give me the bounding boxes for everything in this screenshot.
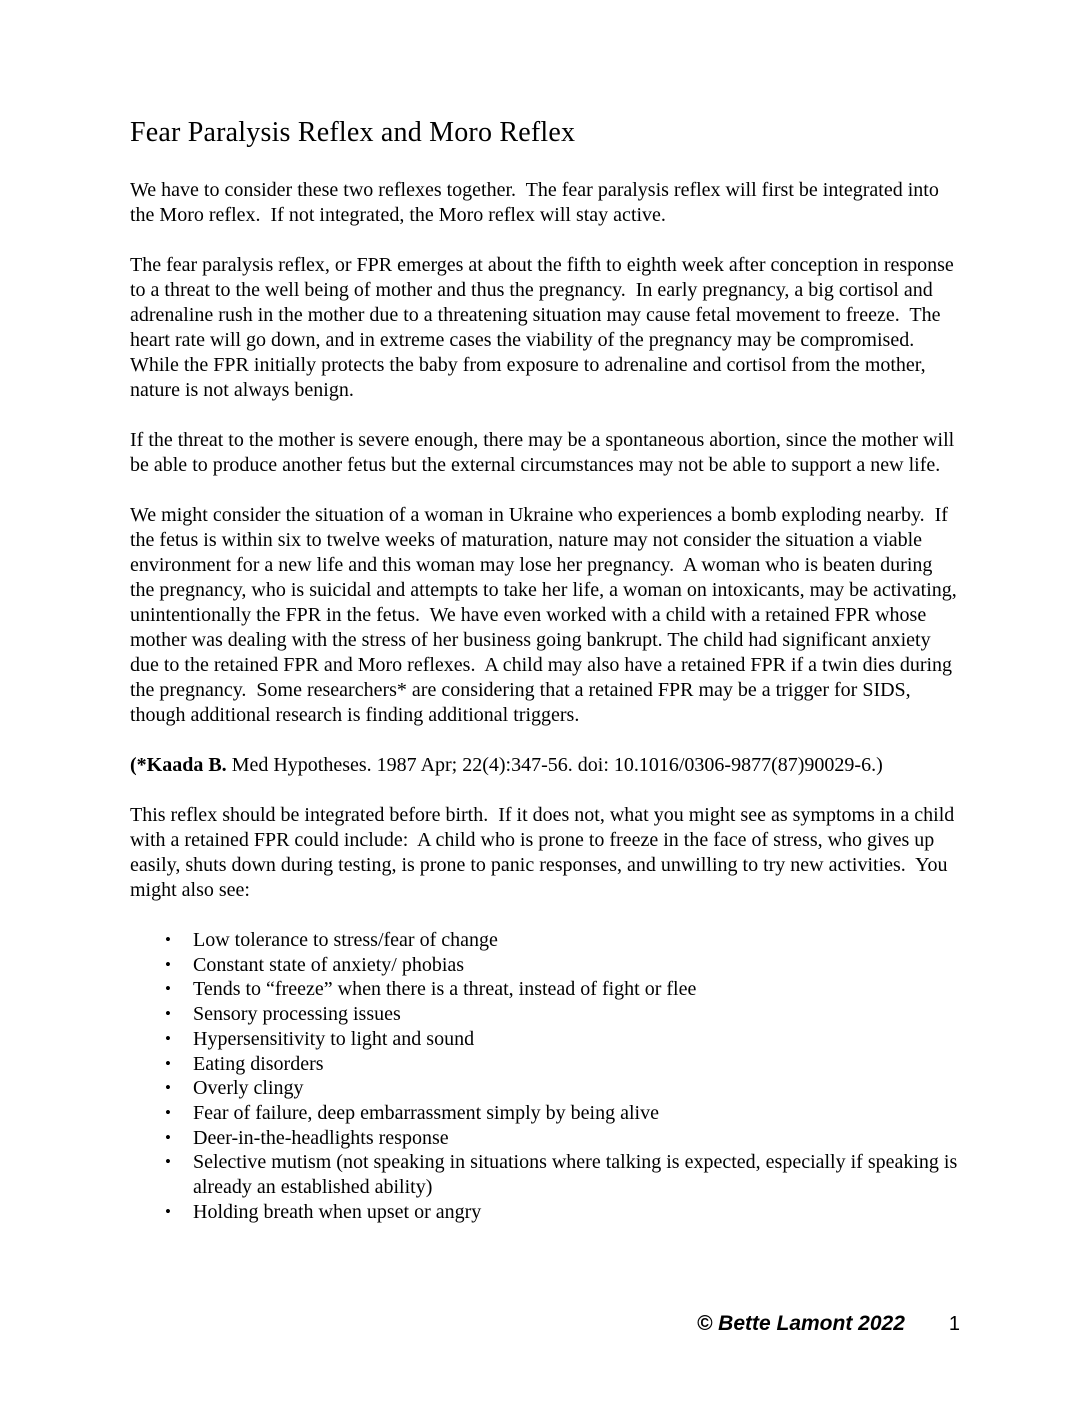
paragraph-fpr-emergence: The fear paralysis reflex, or FPR emerges at about the fifth to eighth week after conception in response to a threat to the well being of mother and thus the pregnancy. In early pregnancy, a big cortisol and adrenaline rush in the mother due to a threatening situation may cause fetal movement to freeze. The heart rate will go down, and in extreme cases the viability of the pregnancy may be compromised. While the FPR initially protects the baby from exposure to adrenaline and cortisol from the mother, nature is not always benign. [130, 254, 959, 401]
citation-author: (*Kaada B. [130, 754, 227, 776]
paragraph-spontaneous-abortion: If the threat to the mother is severe enough, there may be a spontaneous abortion, since the mother will be able to produce another fetus but the external circumstances may not be able to support a new life. [130, 429, 960, 476]
list-item: • Eating disorders [193, 1052, 960, 1077]
paragraph-symptoms-intro: This reflex should be integrated before birth. If it does not, what you might see as symptoms in a child with a retained FPR could include: A child who is prone to freeze in the face of stress, who gives up easily, shuts down during testing, is prone to panic responses, and unwilling to try new activities. You might also see: [130, 804, 960, 901]
page-footer [697, 1312, 960, 1336]
symptom-list [130, 928, 963, 1224]
list-item: • Fear of failure, deep embarrassment simply by being alive [193, 1101, 960, 1126]
list-item: • Holding breath when upset or angry [193, 1200, 960, 1225]
list-item: • Selective mutism (not speaking in situations where talking is expected, especially if speaking is already an established ability) [193, 1150, 960, 1199]
list-item: • Constant state of anxiety/ phobias [193, 953, 960, 978]
list-item: • Overly clingy [193, 1076, 960, 1101]
paragraph-examples: We might consider the situation of a woman in Ukraine who experiences a bomb exploding nearby. If the fetus is within six to twelve weeks of maturation, nature may not consider the situation a viable environment for a new life and this woman may lose her pregnancy. A woman who is beaten during the pregnancy, who is suicidal and attempts to take her life, a woman on intoxicants, may be activating, unintentionally the FPR in the fetus. We have even worked with a child with a retained FPR whose mother was dealing with the stress of her business going bankrupt. The child had significant anxiety due to the retained FPR and Moro reflexes. A child may also have a retained FPR if a twin dies during the pregnancy. Some researchers* are considering that a retained FPR may be a trigger for SIDS, though additional research is finding additional triggers. [130, 504, 962, 726]
page-number: 1 [948, 1313, 960, 1335]
page-title: Fear Paralysis Reflex and Moro Reflex [130, 117, 576, 148]
list-item: • Deer-in-the-headlights response [193, 1126, 960, 1151]
paragraph-intro: We have to consider these two reflexes together. The fear paralysis reflex will first be integrated into the Moro reflex. If not integrated, the Moro reflex will stay active. [130, 179, 944, 226]
list-item: • Hypersensitivity to light and sound [193, 1027, 960, 1052]
list-item: • Low tolerance to stress/fear of change [193, 928, 960, 953]
list-item: • Tends to “freeze” when there is a threat, instead of fight or flee [193, 977, 960, 1002]
copyright-text: © Bette Lamont 2022 [696, 1312, 905, 1335]
list-item: • Sensory processing issues [193, 1002, 960, 1027]
citation-reference: Med Hypotheses. 1987 Apr; 22(4):347-56. doi: 10.1016/0306-9877(87)90029-6.) [226, 754, 883, 776]
citation-line [130, 753, 960, 778]
